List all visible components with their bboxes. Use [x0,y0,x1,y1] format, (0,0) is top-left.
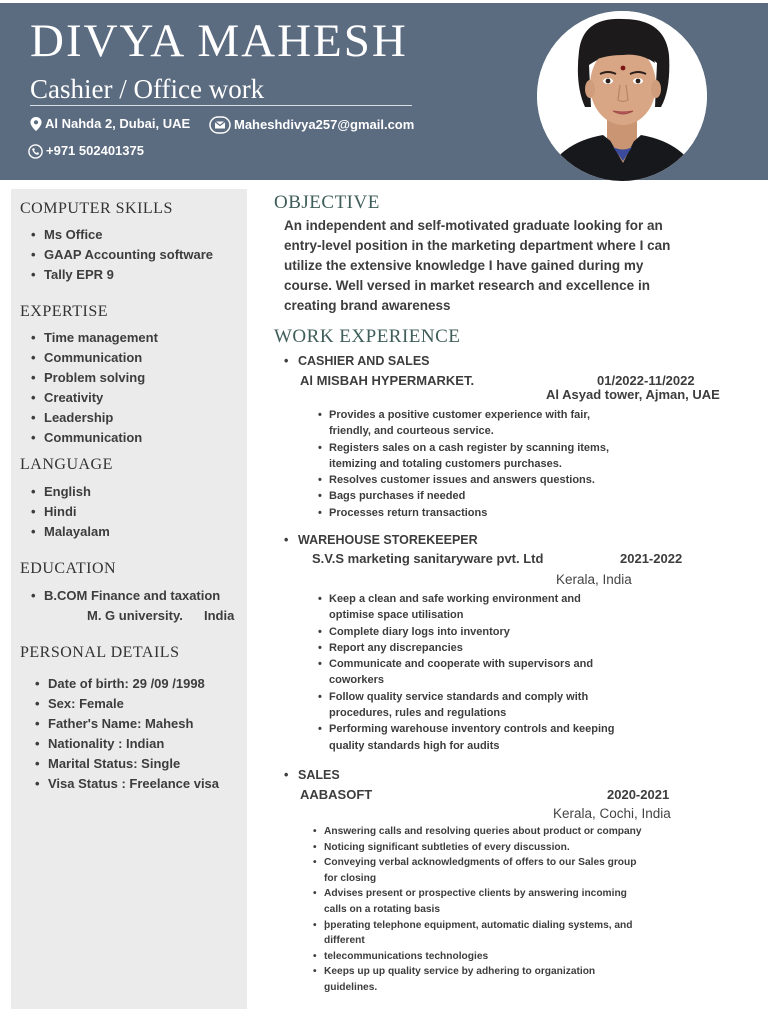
list-item: • Provides a positive customer experience with fair, friendly, and courteous service. [318,407,618,440]
list-item: • Advises present or prospective clients by answering incoming calls on a rotating basis [313,886,648,917]
job-company: AABASOFT [300,787,373,802]
phone-icon [28,144,43,159]
language-list [31,482,110,542]
computer-skills-list [31,225,213,285]
job-duties [318,591,618,754]
list-item: • Visa Status : Freelance visa [35,774,219,794]
list-item: • Report any discrepancies [318,640,618,656]
list-item: • Malayalam [31,522,110,542]
personal-details-heading: PERSONAL DETAILS [20,644,180,661]
job-dates: 2020-2021 [607,787,670,802]
list-item: • Marital Status: Single [35,754,219,774]
job-title: • CASHIER AND SALES [284,353,430,369]
list-item: • Bags purchases if needed [318,488,618,504]
list-item: • Tally EPR 9 [31,265,213,285]
objective-text: An independent and self-motivated graduate looking for an entry-level position in the marketing department where I can utilize the extensive knowledge I have gained during my course. Well versed in market research and excellence in creating brand awareness [284,218,671,313]
list-item: • Follow quality service standards and comply with procedures, rules and regulations [318,689,618,722]
list-item: • Answering calls and resolving queries about product or company [313,824,648,840]
list-item: • Sex: Female [35,694,219,714]
expertise-heading: EXPERTISE [20,303,108,320]
list-item: • Creativity [31,388,158,408]
education-degree: • B.COM Finance and taxation [31,586,220,606]
job-duties [313,824,648,996]
list-item: • þperating telephone equipment, automatic dialing systems, and different [313,918,648,949]
objective-heading: OBJECTIVE [274,192,380,213]
list-item: • Noticing significant subtleties of every discussion. [313,840,648,856]
address-line [30,116,190,132]
list-item: • telecommunications technologies [313,949,648,965]
email-text[interactable]: Maheshdivya257@gmail.com [234,117,415,132]
list-item: • Communicate and cooperate with supervisors and coworkers [318,656,618,689]
list-item: • Registers sales on a cash register by scanning items, itemizing and totaling customers purchases. [318,440,618,473]
email-icon [209,116,231,134]
list-item: • Keeps up up quality service by adhering to organization guidelines. [313,964,648,995]
list-item: • Time management [31,328,158,348]
list-item: • English [31,482,110,502]
phone-text[interactable]: +971 502401375 [46,143,144,158]
job-dates: 2021-2022 [620,551,683,566]
job-title: • SALES [284,767,340,783]
profile-photo [537,11,707,181]
job-title: • WAREHOUSE STOREKEEPER [284,532,478,548]
education-country: India [204,608,235,623]
list-item: • Father's Name: Mahesh [35,714,219,734]
personal-details-list [35,674,219,794]
list-item: • Resolves customer issues and answers questions. [318,472,618,488]
list-item: • Processes return transactions [318,505,618,521]
job-location: Kerala, Cochi, India [553,806,671,821]
location-pin-icon [30,117,42,131]
list-item: • Hindi [31,502,110,522]
list-item: • Ms Office [31,225,213,245]
list-item: • Keep a clean and safe working environment and optimise space utilisation [318,591,618,624]
computer-skills-heading: COMPUTER SKILLS [20,200,173,217]
list-item: • Communication [31,428,158,448]
list-item: • Leadership [31,408,158,428]
education-list [31,586,220,606]
email-line[interactable] [209,116,414,134]
job-company: S.V.S marketing sanitaryware pvt. Ltd [312,551,544,566]
education-heading: EDUCATION [20,560,117,577]
expertise-list [31,328,158,448]
work-experience-heading: WORK EXPERIENCE [274,326,461,347]
list-item: • Communication [31,348,158,368]
list-item: • Complete diary logs into inventory [318,624,618,640]
candidate-role: Cashier / Office work [30,74,265,104]
avatar-illustration [537,11,707,181]
header-divider [30,105,412,106]
list-item: • Problem solving [31,368,158,388]
education-university: M. G university. [87,608,183,623]
candidate-name: DIVYA MAHESH [30,15,408,67]
language-heading: LANGUAGE [20,456,113,473]
list-item: • GAAP Accounting software [31,245,213,265]
list-item: • Performing warehouse inventory controls and keeping quality standards high for audits [318,721,618,754]
list-item: • Nationality : Indian [35,734,219,754]
list-item: • Date of birth: 29 /09 /1998 [35,674,219,694]
job-company: Al MISBAH HYPERMARKET. [300,373,475,388]
job-location: Kerala, India [556,572,632,587]
job-duties [318,407,618,521]
job-dates: 01/2022-11/2022 [597,373,695,388]
address-text: Al Nahda 2, Dubai, UAE [45,116,191,131]
phone-line[interactable] [28,143,144,159]
job-location: Al Asyad tower, Ajman, UAE [546,387,720,402]
list-item: • Conveying verbal acknowledgments of offers to our Sales group for closing [313,855,648,886]
